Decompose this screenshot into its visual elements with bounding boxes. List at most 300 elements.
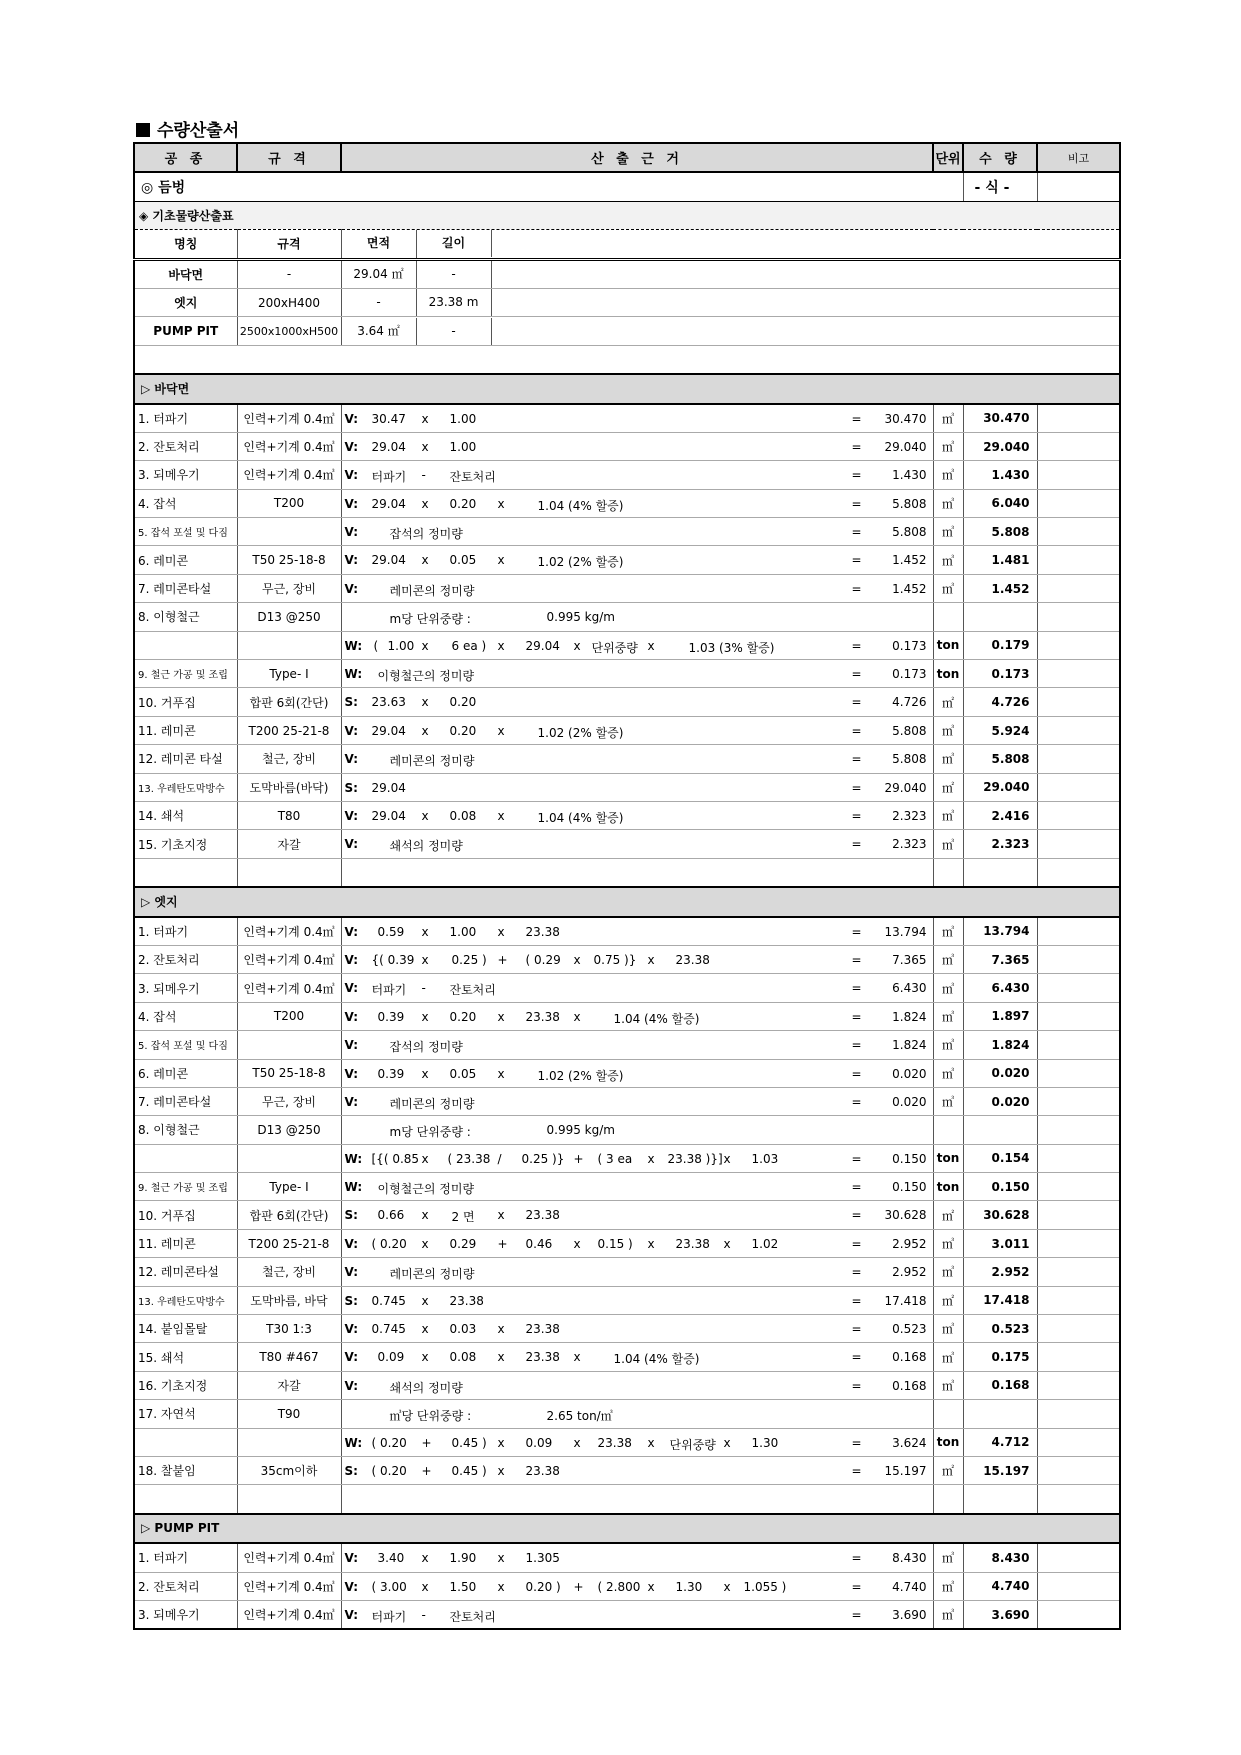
row-qty: 5.808 [963, 518, 1037, 546]
table-row [134, 631, 1120, 659]
row-qty: 7.365 [963, 945, 1037, 973]
calc-token: 0.15 ) [597, 1236, 633, 1251]
row-unit [933, 858, 963, 887]
calc-prefix: V: [344, 1579, 359, 1594]
row-spec: Type- I [237, 1173, 341, 1201]
row-name: 3. 되메우기 [134, 461, 237, 489]
table-row [134, 1428, 1120, 1456]
row-name: 3. 되메우기 [134, 974, 237, 1002]
calc-token: 1.03 [751, 1151, 779, 1166]
calc-token: 이형철근의 정미량 [377, 669, 475, 684]
row-name: 13. 우레탄도막방수 [134, 1286, 237, 1314]
row-name: 6. 레미콘 [134, 546, 237, 574]
section-title: ▷ 엣지 [134, 887, 1120, 916]
calc-prefix: S: [344, 695, 358, 710]
calc-token: m당 단위중량 : [389, 612, 471, 627]
row-spec [237, 858, 341, 887]
row-unit: ㎥ [933, 1229, 963, 1257]
basic-table-row [134, 259, 1120, 288]
calc-token: 0.25 )} [521, 1151, 565, 1166]
row-spec [237, 1031, 341, 1059]
row-note [1037, 1229, 1120, 1257]
row-qty: 0.020 [963, 1087, 1037, 1115]
table-row [134, 574, 1120, 602]
item-title: ◎ 듬벙 [134, 172, 963, 201]
row-calc [341, 688, 933, 716]
row-name: 1. 터파기 [134, 917, 237, 946]
calc-equals: = [851, 1607, 862, 1622]
table-row [134, 1600, 1120, 1629]
row-spec: D13 @250 [237, 603, 341, 631]
table-row [134, 603, 1120, 631]
row-unit: ㎡ [933, 1286, 963, 1314]
table-row [134, 1087, 1120, 1115]
calc-equals: = [851, 723, 862, 738]
table-row [134, 1031, 1120, 1059]
row-unit: ton [933, 1428, 963, 1456]
calc-prefix: S: [344, 780, 358, 795]
calc-token: x [421, 1151, 429, 1166]
calc-prefix: V: [344, 1551, 359, 1566]
row-name: 1. 터파기 [134, 404, 237, 433]
square-bullet-icon [136, 123, 150, 137]
calc-equals: = [851, 1350, 862, 1365]
row-note [1037, 1485, 1120, 1514]
calc-token: x [573, 1009, 581, 1024]
calc-token: 1.04 (4% 할증) [537, 810, 624, 825]
calc-token: x [573, 1236, 581, 1251]
calc-result: 3.690 [892, 1607, 927, 1622]
row-spec [237, 1428, 341, 1456]
calc-token: 1.04 (4% 할증) [537, 498, 624, 513]
header-work: 공 종 [134, 143, 237, 172]
calc-prefix: V: [344, 525, 359, 540]
calc-token: x [723, 1236, 731, 1251]
calc-token: x [421, 496, 429, 511]
calc-token: 2.65 ton/㎥ [546, 1409, 613, 1424]
calc-token: x [421, 1293, 429, 1308]
blank-cell [134, 345, 1120, 374]
basic-table-row [134, 288, 1120, 316]
row-calc [341, 1600, 933, 1629]
table-row [134, 688, 1120, 716]
calc-prefix: V: [344, 1094, 359, 1109]
table-header-row [134, 143, 1120, 172]
row-calc [341, 1428, 933, 1456]
row-name: 16. 기초지정 [134, 1371, 237, 1399]
calc-result: 2.323 [892, 837, 927, 852]
calc-token: 0.08 [449, 808, 477, 823]
basic-length: - [417, 318, 492, 345]
row-unit: ㎥ [933, 574, 963, 602]
row-name: 2. 잔토처리 [134, 432, 237, 460]
calc-token: x [497, 723, 505, 738]
table-row [134, 974, 1120, 1002]
row-name [134, 1144, 237, 1172]
calc-equals: = [851, 1579, 862, 1594]
row-spec: 인력+기계 0.4㎥ [237, 404, 341, 433]
calc-token: x [497, 1066, 505, 1081]
row-calc [341, 546, 933, 574]
row-calc [341, 1144, 933, 1172]
table-row [134, 745, 1120, 773]
calc-token: 0.20 [449, 496, 477, 511]
calc-result: 2.952 [892, 1236, 927, 1251]
row-note [1037, 1116, 1120, 1144]
calc-prefix: V: [344, 496, 359, 511]
calc-token: 0.39 [377, 1066, 405, 1081]
calc-result: 30.628 [884, 1208, 927, 1223]
calc-token: ( [373, 638, 379, 653]
calc-token: 1.305 [525, 1551, 560, 1566]
calc-token: + [497, 1236, 508, 1251]
calc-token: x [647, 1151, 655, 1166]
calc-result: 0.150 [892, 1151, 927, 1166]
row-note [1037, 688, 1120, 716]
row-qty: 29.040 [963, 432, 1037, 460]
table-row [134, 461, 1120, 489]
calc-token: 1.055 ) [743, 1579, 787, 1594]
calc-token: 23.38 [525, 1322, 560, 1337]
calc-token: 29.04 [371, 723, 406, 738]
item-title-note [1037, 172, 1120, 201]
row-name [134, 858, 237, 887]
calc-token: x [421, 924, 429, 939]
calc-result: 5.808 [892, 525, 927, 540]
calc-token: x [421, 1009, 429, 1024]
section-title: ▷ 바닥면 [134, 374, 1120, 403]
row-unit: ㎥ [933, 489, 963, 517]
row-calc [341, 1002, 933, 1030]
calc-prefix: W: [344, 1435, 363, 1450]
calc-token: x [573, 952, 581, 967]
row-calc [341, 660, 933, 688]
table-row [134, 489, 1120, 517]
item-title-qty-text: - 식 - [974, 180, 1010, 197]
calc-token: 0.09 [525, 1435, 553, 1450]
row-spec: 인력+기계 0.4㎥ [237, 461, 341, 489]
calc-prefix: V: [344, 1236, 359, 1251]
calc-equals: = [851, 1066, 862, 1081]
row-calc [341, 1229, 933, 1257]
calc-prefix: V: [344, 439, 359, 454]
calc-prefix: V: [344, 1009, 359, 1024]
row-note [1037, 432, 1120, 460]
calc-prefix: V: [344, 752, 359, 767]
row-name [134, 631, 237, 659]
calc-token: x [647, 1435, 655, 1450]
calc-token: 1.02 (2% 할증) [537, 725, 624, 740]
calc-equals: = [851, 1265, 862, 1280]
row-spec: 인력+기계 0.4㎥ [237, 917, 341, 946]
row-qty: 1.481 [963, 546, 1037, 574]
basic-length: - [417, 261, 492, 288]
calc-token: + [573, 1151, 584, 1166]
table-row [134, 1229, 1120, 1257]
calc-token: 29.04 [371, 780, 406, 795]
calc-token: 23.38 [675, 952, 710, 967]
calc-token: 0.745 [371, 1322, 406, 1337]
row-spec: 철근, 장비 [237, 745, 341, 773]
basic-spec: 200xH400 [237, 288, 341, 316]
row-unit: ㎥ [933, 546, 963, 574]
row-qty: 1.430 [963, 461, 1037, 489]
row-name: 4. 잡석 [134, 489, 237, 517]
basic-spec: - [237, 259, 341, 288]
basic-length: 23.38 m [417, 289, 492, 316]
row-calc [341, 1343, 933, 1371]
section-header-row [134, 374, 1120, 403]
row-qty: 1.824 [963, 1031, 1037, 1059]
calc-token: 레미콘의 정미량 [389, 1096, 475, 1111]
basic-area: 29.04 ㎡ [342, 261, 417, 288]
calc-equals: = [851, 553, 862, 568]
row-qty [963, 1116, 1037, 1144]
calc-prefix: V: [344, 1265, 359, 1280]
calc-equals: = [851, 1435, 862, 1450]
calc-token: 1.00 [449, 924, 477, 939]
calc-token: 0.46 [525, 1236, 553, 1251]
calc-token: x [421, 808, 429, 823]
row-calc [341, 432, 933, 460]
calc-equals: = [851, 952, 862, 967]
row-name [134, 1428, 237, 1456]
row-unit: ㎡ [933, 688, 963, 716]
calc-token: 23.38 [449, 1293, 484, 1308]
calc-token: 0.29 [449, 1236, 477, 1251]
row-spec: 인력+기계 0.4㎥ [237, 1543, 341, 1572]
calc-result: 0.020 [892, 1094, 927, 1109]
calc-token: 0.59 [377, 924, 405, 939]
calc-token: x [497, 808, 505, 823]
calc-result: 1.452 [892, 553, 927, 568]
calc-equals: = [851, 695, 862, 710]
blank-row [134, 858, 1120, 887]
row-calc [341, 404, 933, 433]
calc-result: 29.040 [884, 780, 927, 795]
row-name: 13. 우레탄도막방수 [134, 773, 237, 801]
row-qty: 0.173 [963, 660, 1037, 688]
row-note [1037, 1400, 1120, 1428]
row-qty: 8.430 [963, 1543, 1037, 1572]
calc-token: - [421, 468, 426, 483]
header-basis: 산 출 근 거 [341, 143, 933, 172]
calc-token: ㎥당 단위중량 : [389, 1409, 472, 1424]
row-note [1037, 801, 1120, 829]
calc-token: - [421, 981, 426, 996]
row-note [1037, 1286, 1120, 1314]
row-note [1037, 660, 1120, 688]
table-row [134, 1343, 1120, 1371]
row-name: 2. 잔토처리 [134, 1572, 237, 1600]
row-note [1037, 974, 1120, 1002]
calc-result: 0.168 [892, 1350, 927, 1365]
calc-token: x [723, 1435, 731, 1450]
table-row [134, 945, 1120, 973]
row-unit: ton [933, 1173, 963, 1201]
row-unit: ㎥ [933, 1572, 963, 1600]
row-note [1037, 574, 1120, 602]
calc-token: x [723, 1579, 731, 1594]
calc-token: 1.50 [449, 1579, 477, 1594]
row-spec: Type- I [237, 660, 341, 688]
blank-row [134, 345, 1120, 374]
calc-token: x [421, 553, 429, 568]
calc-equals: = [851, 1094, 862, 1109]
calc-token: 잔토처리 [449, 470, 496, 485]
calc-token: x [421, 952, 429, 967]
row-spec: 철근, 장비 [237, 1258, 341, 1286]
calc-token: 0.45 ) [451, 1435, 487, 1450]
calc-token: x [497, 1350, 505, 1365]
table-row [134, 1059, 1120, 1087]
calc-token: 0.05 [449, 1066, 477, 1081]
row-spec: 도막바름, 바닥 [237, 1286, 341, 1314]
calc-prefix: W: [344, 638, 363, 653]
row-note [1037, 1173, 1120, 1201]
calc-token: 1.02 [751, 1236, 779, 1251]
calc-prefix: V: [344, 837, 359, 852]
calc-equals: = [851, 1038, 862, 1053]
row-name: 15. 쇄석 [134, 1343, 237, 1371]
row-spec: 자갈 [237, 830, 341, 858]
row-spec: T200 [237, 489, 341, 517]
row-note [1037, 461, 1120, 489]
calc-token: x [421, 1551, 429, 1566]
calc-equals: = [851, 924, 862, 939]
row-note [1037, 1201, 1120, 1229]
calc-token: x [497, 924, 505, 939]
row-unit: ㎥ [933, 1258, 963, 1286]
table-row [134, 1543, 1120, 1572]
calc-token: x [497, 1551, 505, 1566]
calc-result: 1.430 [892, 468, 927, 483]
row-calc [341, 1258, 933, 1286]
calc-token: 23.38 [525, 1208, 560, 1223]
calc-token: ( 0.29 [525, 952, 561, 967]
calc-equals: = [851, 1236, 862, 1251]
row-spec: 합판 6회(간단) [237, 1201, 341, 1229]
calc-equals: = [851, 1293, 862, 1308]
table-row [134, 518, 1120, 546]
row-note [1037, 603, 1120, 631]
row-name: 17. 자연석 [134, 1400, 237, 1428]
calc-token: 0.20 [449, 1009, 477, 1024]
calc-equals: = [851, 496, 862, 511]
row-unit [933, 1116, 963, 1144]
row-note [1037, 518, 1120, 546]
row-spec: 인력+기계 0.4㎥ [237, 1600, 341, 1629]
basic-col-length: 길이 [417, 230, 492, 257]
calc-result: 2.323 [892, 808, 927, 823]
calc-token: x [497, 1435, 505, 1450]
calc-prefix: V: [344, 924, 359, 939]
table-row [134, 546, 1120, 574]
row-qty: 2.323 [963, 830, 1037, 858]
row-note [1037, 745, 1120, 773]
row-qty [963, 1485, 1037, 1514]
calc-equals: = [851, 1378, 862, 1393]
calc-equals: = [851, 468, 862, 483]
calc-token: 터파기 [371, 470, 407, 485]
section-header-row [134, 887, 1120, 916]
calc-token: {( 0.39 [371, 952, 415, 967]
calc-equals: = [851, 1551, 862, 1566]
calc-token: x [497, 553, 505, 568]
calc-token: 23.38 [675, 1236, 710, 1251]
row-unit: ㎥ [933, 801, 963, 829]
calc-result: 8.430 [892, 1551, 927, 1566]
row-qty: 5.924 [963, 716, 1037, 744]
calc-token: 0.45 ) [451, 1463, 487, 1478]
row-calc [341, 945, 933, 973]
calc-token: 0.66 [377, 1208, 405, 1223]
row-name: 14. 붙임몰탈 [134, 1315, 237, 1343]
calc-token: x [497, 1208, 505, 1223]
basic-name: 엣지 [134, 288, 237, 316]
row-note [1037, 945, 1120, 973]
calc-token: ( 23.38 [447, 1151, 491, 1166]
calc-token: x [497, 1322, 505, 1337]
row-note [1037, 631, 1120, 659]
calc-token: 잔토처리 [449, 983, 496, 998]
row-spec: T200 25-21-8 [237, 1229, 341, 1257]
calc-prefix: V: [344, 981, 359, 996]
row-name: 9. 철근 가공 및 조립 [134, 1173, 237, 1201]
calc-prefix: W: [344, 1151, 363, 1166]
calc-token: 29.04 [525, 638, 560, 653]
row-qty: 0.168 [963, 1371, 1037, 1399]
row-qty: 1.452 [963, 574, 1037, 602]
calc-result: 4.726 [892, 695, 927, 710]
row-spec: 인력+기계 0.4㎥ [237, 945, 341, 973]
row-spec: T200 [237, 1002, 341, 1030]
calc-equals: = [851, 808, 862, 823]
calc-result: 0.523 [892, 1322, 927, 1337]
calc-token: 23.38 [597, 1435, 632, 1450]
row-unit: ㎥ [933, 404, 963, 433]
row-name: 15. 기초지정 [134, 830, 237, 858]
row-note [1037, 1428, 1120, 1456]
row-unit: ㎥ [933, 1315, 963, 1343]
calc-token: 0.39 [377, 1009, 405, 1024]
row-unit [933, 1485, 963, 1514]
calc-prefix: V: [344, 1038, 359, 1053]
row-name: 8. 이형철근 [134, 1116, 237, 1144]
calc-token: 0.995 kg/m [546, 610, 615, 625]
calc-token: x [573, 638, 581, 653]
calc-token: x [421, 411, 429, 426]
calc-token: x [421, 1066, 429, 1081]
row-note [1037, 1343, 1120, 1371]
row-unit: ㎡ [933, 773, 963, 801]
row-note [1037, 716, 1120, 744]
calc-prefix: V: [344, 553, 359, 568]
calc-token: x [421, 1322, 429, 1337]
calc-token: x [497, 1579, 505, 1594]
row-calc [341, 801, 933, 829]
calc-token: 터파기 [371, 1609, 407, 1624]
calc-token: 0.20 ) [525, 1579, 561, 1594]
row-qty [963, 603, 1037, 631]
table-row [134, 917, 1120, 946]
calc-prefix: V: [344, 1066, 359, 1081]
calc-equals: = [851, 1208, 862, 1223]
row-spec: 인력+기계 0.4㎥ [237, 432, 341, 460]
row-name: 12. 레미콘 타설 [134, 745, 237, 773]
row-calc [341, 830, 933, 858]
calc-token: 쇄석의 정미량 [389, 1380, 463, 1395]
